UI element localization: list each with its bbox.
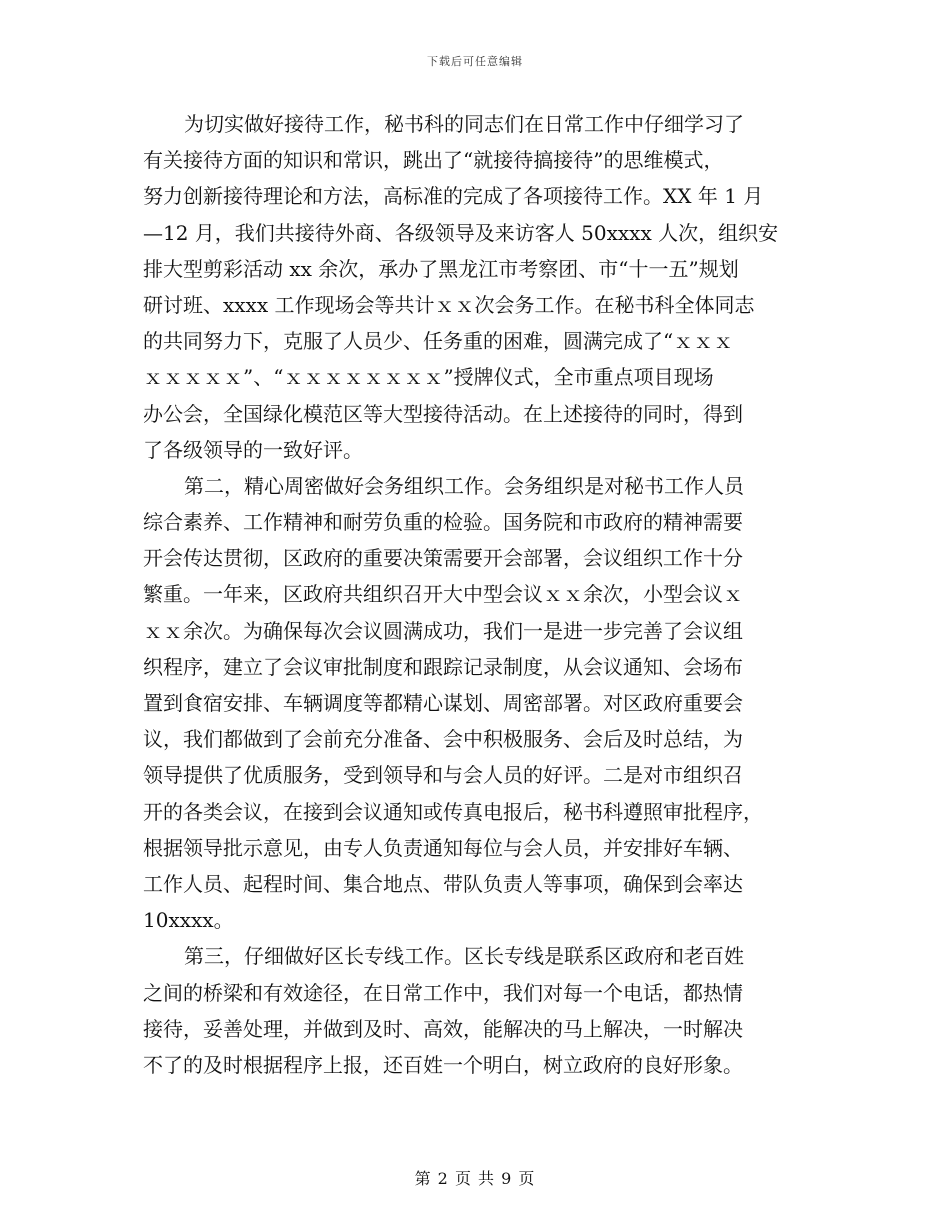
text-line: 开会传达贯彻，区政府的重要决策需要开会部署，会议组织工作十分 <box>143 546 743 571</box>
text-line: 繁重。一年来，区政府共组织召开大中型会议ｘｘ余次，小型会议ｘ <box>143 582 743 607</box>
text-line: 第三，仔细做好区长专线工作。区长专线是联系区政府和老百姓 <box>184 944 744 969</box>
text-line: ｘｘ余次。为确保每次会议圆满成功，我们一是进一步完善了会议组 <box>143 618 743 643</box>
text-line: —12 月，我们共接待外商、各级领导及来访客人 50xxxx 人次，组织安 <box>143 220 779 245</box>
text-line: 努力创新接待理论和方法，高标准的完成了各项接待工作。XX 年 1 月 <box>143 184 764 209</box>
text-line: 10xxxx。 <box>143 908 234 933</box>
text-line: 不了的及时根据程序上报，还百姓一个明白，树立政府的良好形象。 <box>143 1052 743 1077</box>
text-line: 领导提供了优质服务，受到领导和与会人员的好评。二是对市组织召 <box>143 763 743 788</box>
text-line: 置到食宿安排、车辆调度等都精心谋划、周密部署。对区政府重要会 <box>143 691 743 715</box>
text-line: 根据领导批示意见，由专人负责通知每位与会人员，并安排好车辆、 <box>143 835 743 860</box>
text-line: 开的各类会议，在接到会议通知或传真电报后，秘书科遵照审批程序， <box>143 799 763 824</box>
paragraph <box>143 938 803 1083</box>
text-line: 办公会，全国绿化模范区等大型接待活动。在上述接待的同时，得到 <box>143 401 743 426</box>
text-line: 排大型剪彩活动 xx 余次，承办了黑龙江市考察团、市“十一五”规划 <box>143 256 739 281</box>
text-line: 工作人员、起程时间、集合地点、带队负责人等事项，确保到会率达 <box>143 871 743 896</box>
page-number: 第 2 页 共 9 页 <box>414 1169 536 1188</box>
text-line: ｘｘｘｘｘ”、“ｘｘｘｘｘｘｘｘ”授牌仪式，全市重点项目现场 <box>143 365 714 390</box>
text-line: 第二，精心周密做好会务组织工作。会务组织是对秘书工作人员 <box>184 473 744 498</box>
page-header: 下载后可任意编辑 <box>427 55 523 68</box>
text-line: 综合素养、工作精神和耐劳负重的检验。国务院和市政府的精神需要 <box>143 510 743 535</box>
text-line: 有关接待方面的知识和常识，跳出了“就接待搞接待”的思维模式， <box>143 148 724 173</box>
text-line: 议，我们都做到了会前充分准备、会中积极服务、会后及时总结，为 <box>143 727 743 752</box>
paragraph <box>143 106 803 468</box>
text-line: 之间的桥梁和有效途径，在日常工作中，我们对每一个电话，都热情 <box>143 980 743 1005</box>
text-line: 研讨班、xxxx 工作现场会等共计ｘｘ次会务工作。在秘书科全体同志 <box>143 292 755 317</box>
document-body <box>143 106 803 1083</box>
text-line: 的共同努力下，克服了人员少、任务重的困难，圆满完成了“ｘｘｘ <box>143 329 734 354</box>
text-line: 为切实做好接待工作，秘书科的同志们在日常工作中仔细学习了 <box>184 112 744 136</box>
text-line: 了各级领导的一致好评。 <box>143 437 363 462</box>
paragraph <box>143 468 803 938</box>
text-line: 织程序，建立了会议审批制度和跟踪记录制度，从会议通知、会场布 <box>143 654 743 679</box>
text-line: 接待，妥善处理，并做到及时、高效，能解决的马上解决，一时解决 <box>143 1016 743 1041</box>
